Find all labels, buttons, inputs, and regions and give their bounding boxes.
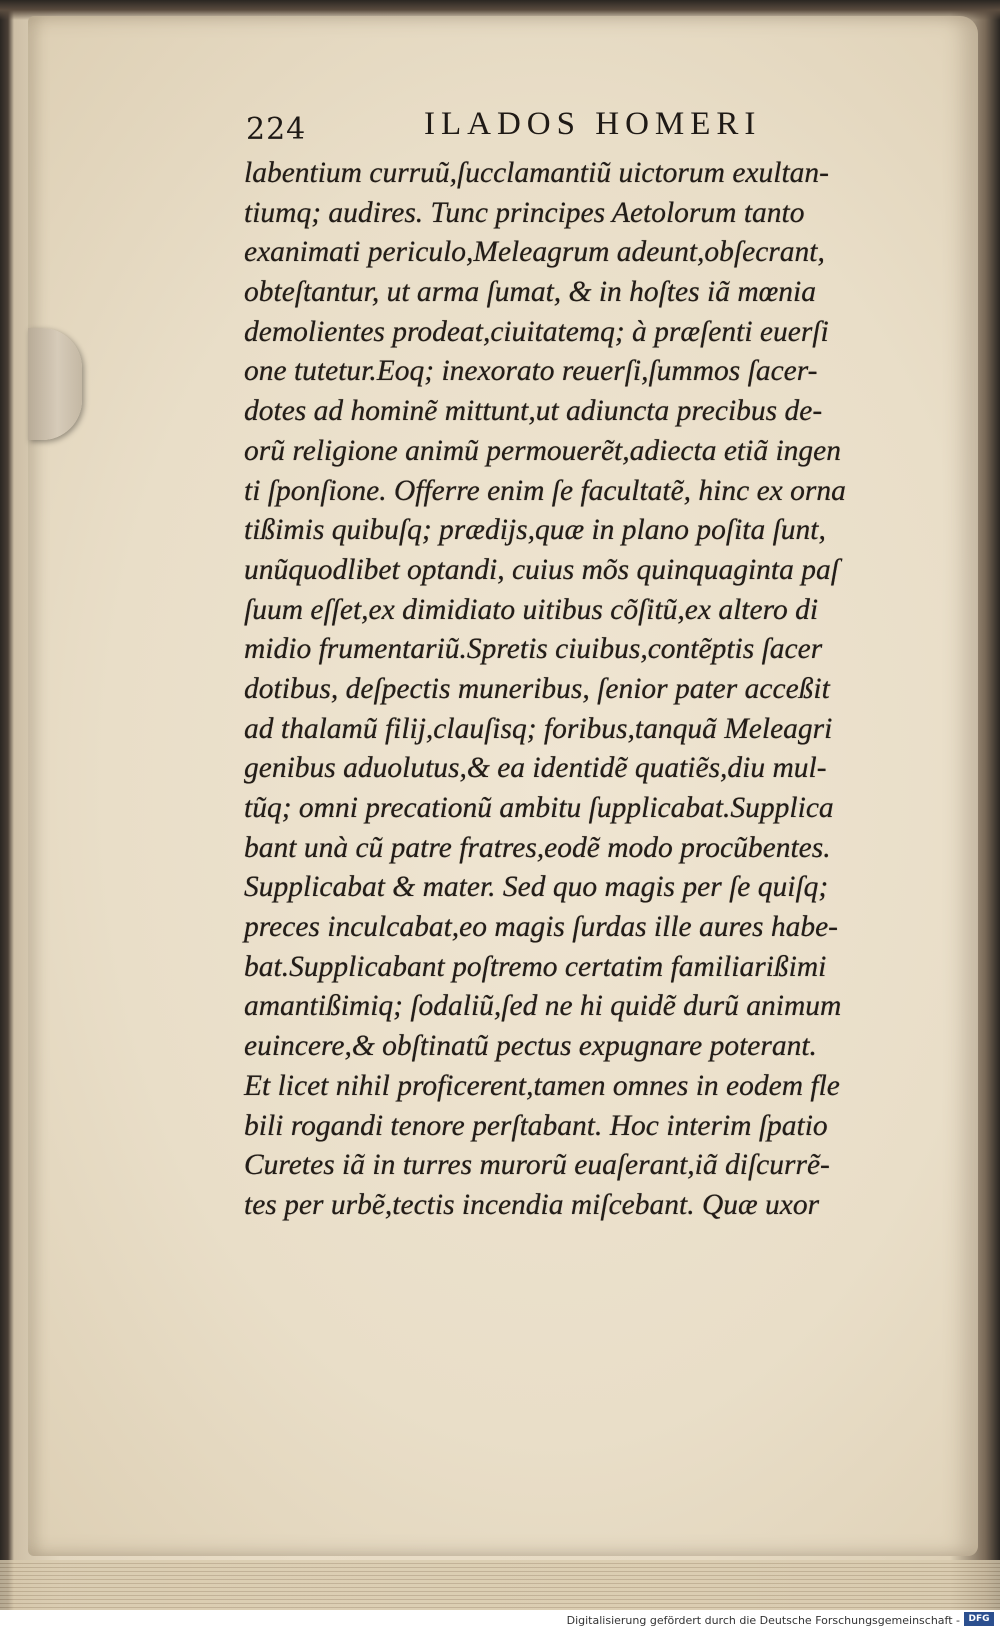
text-line: unũquodlibet optandi, cuius mõs quinquaginta paſ <box>244 553 839 586</box>
text-line: genibus aduolutus,& ea identidẽ quatiẽs,diu mul- <box>244 752 827 785</box>
text-line: ad thalamũ filij,clauſisq; foribus,tanquã Meleagri <box>244 712 833 745</box>
running-head <box>0 100 1000 150</box>
text-line: Curetes iã in turres murorũ euaſerant,iã diſcurrẽ- <box>244 1149 830 1182</box>
text-line: ſuum eſſet,ex dimidiato uitibus cõſitũ,ex altero di <box>244 593 819 626</box>
dfg-logo: DFG <box>964 1612 994 1626</box>
text-line: one tutetur.Eoq; inexorato reuerſi,ſummos ſacer- <box>244 355 818 388</box>
text-line: bili rogandi tenore perſtabant. Hoc interim ſpatio <box>244 1109 828 1142</box>
text-line: amantißimiq; ſodaliũ,ſed ne hi quidẽ durũ animum <box>244 990 842 1023</box>
text-line: tes per urbẽ,tectis incendia miſcebant. Quæ uxor <box>244 1188 820 1221</box>
body-text <box>244 154 904 1226</box>
text-line: midio frumentariũ.Spretis ciuibus,contẽptis ſacer <box>244 633 823 666</box>
text-line: orũ religione animũ permouerẽt,adiecta etiã ingen <box>244 434 841 467</box>
digitization-credit: Digitalisierung gefördert durch die Deutsche Forschungsgemeinschaft - <box>566 1614 960 1627</box>
text-line: demolientes prodeat,ciuitatemq; à præſenti euerſi <box>244 315 829 348</box>
text-line: bat.Supplicabant poſtremo certatim familiarißimi <box>244 950 827 983</box>
text-line: labentium curruũ,ſucclamantiũ uictorum exultan- <box>244 157 829 189</box>
book-page-stack-edge <box>0 1560 1000 1610</box>
running-head-title: ILADOS HOMERI <box>424 106 762 142</box>
text-line: dotes ad hominẽ mittunt,ut adiuncta precibus de- <box>244 395 823 428</box>
text-line: tiumq; audires. Tunc principes Aetolorum tanto <box>244 196 805 229</box>
page-clip-tab <box>28 328 82 440</box>
text-line: Supplicabat & mater. Sed quo magis per ſe quiſq; <box>244 871 829 904</box>
text-line: exanimati periculo,Meleagrum adeunt,obſecrant, <box>244 236 825 269</box>
text-line: dotibus, deſpectis muneribus, ſenior pater acceßit <box>244 672 830 705</box>
text-line: obteſtantur, ut arma ſumat, & in hoſtes iã mœnia <box>244 276 816 309</box>
text-line: tißimis quibuſq; prædijs,quæ in plano poſita ſunt, <box>244 514 826 547</box>
text-line: preces inculcabat,eo magis ſurdas ille aures habe- <box>244 911 838 944</box>
text-line: Et licet nihil proficerent,tamen omnes in eodem fle <box>244 1069 840 1102</box>
text-line: bant unà cũ patre fratres,eodẽ modo procũbentes. <box>244 831 831 864</box>
text-line: euincere,& obſtinatũ pectus expugnare poterant. <box>244 1030 817 1063</box>
text-line: ti ſponſione. Offerre enim ſe facultatẽ, hinc ex orna <box>244 474 846 507</box>
text-line: tũq; omni precationũ ambitu ſupplicabat.Supplica <box>244 792 834 824</box>
page-number: 224 <box>246 112 307 147</box>
